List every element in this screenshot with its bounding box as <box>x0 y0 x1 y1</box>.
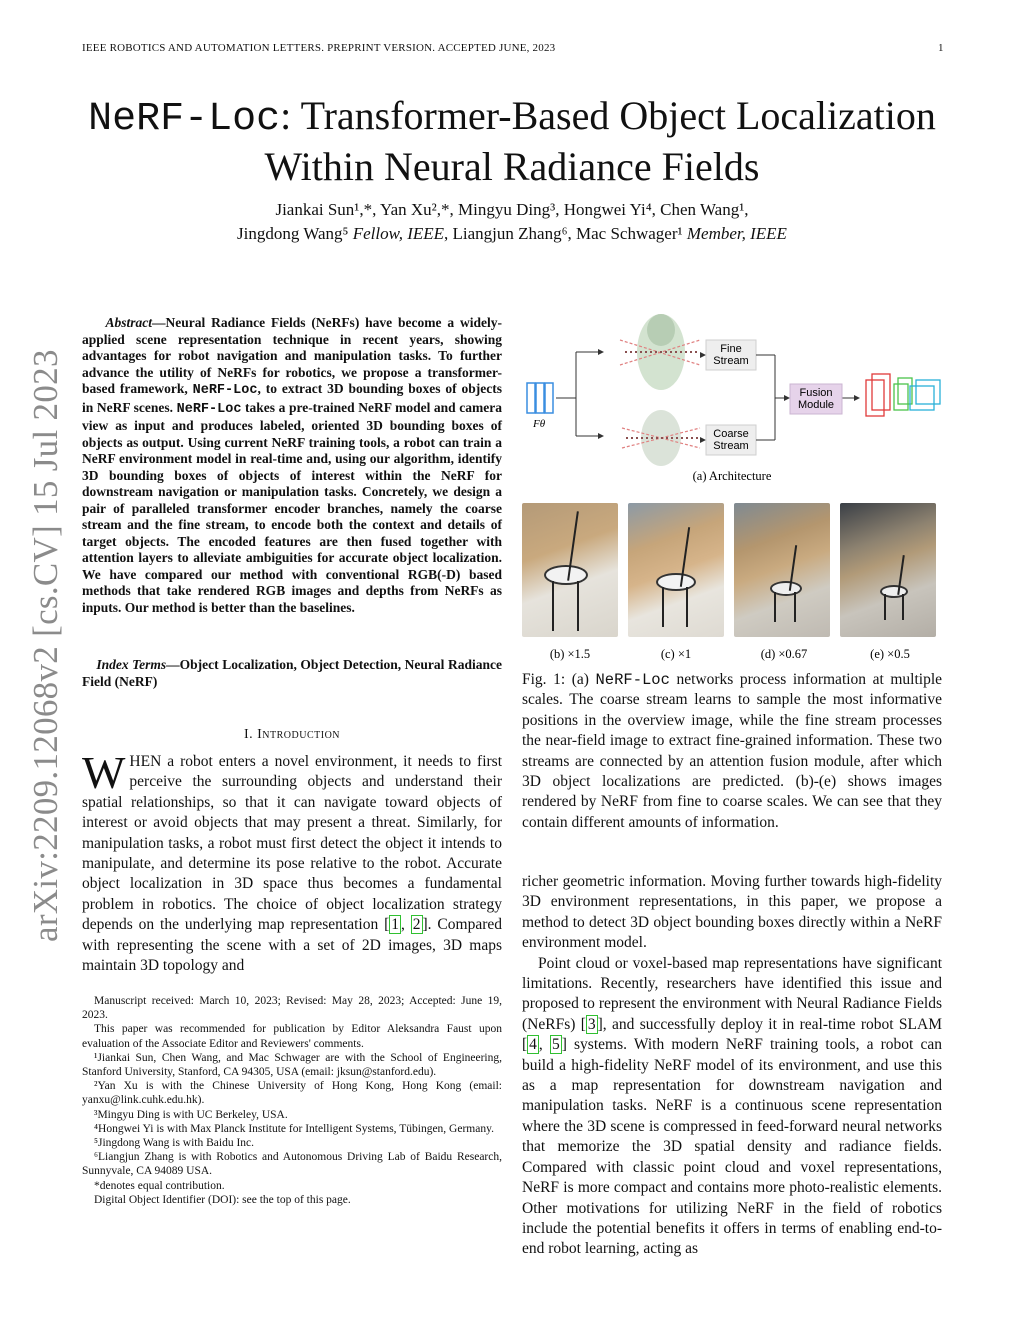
abstract-text-2: , to extract 3D bounding boxes of objects in NeRF scenes. <box>82 381 502 415</box>
intro-text-2: ]. Compared with representing the scene with a set of 2D images, 3D maps maintain 3D topology and <box>82 916 502 975</box>
citation-link[interactable]: 1 <box>391 916 400 934</box>
footnote: ³Mingyu Ding is with UC Berkeley, USA. <box>94 1108 288 1121</box>
citation-link[interactable]: 4 <box>529 1036 537 1054</box>
index-terms-label: Index Terms <box>96 657 167 672</box>
footnotes <box>82 994 502 1207</box>
render-photo-d <box>734 503 830 637</box>
footnote: ¹Jiankai Sun, Chen Wang, and Mac Schwager are with the School of Engineering, Stanford University, Stanford, CA 94305, USA (email: jksun@stanford.edu). <box>82 1051 502 1079</box>
footnote: This paper was recommended for publication by Editor Aleksandra Faust upon evaluation of the Associate Editor and Reviewers' comments. <box>82 1023 502 1050</box>
page-number: 1 <box>938 42 944 54</box>
figure-caption <box>522 670 942 833</box>
abstract-mono-1: NeRF-Loc <box>192 383 258 398</box>
abstract-text-1: —Neural Radiance Fields (NeRFs) have become a widely-applied scene representation technique in recent years, showing advantages for robot navigation and manipulation tasks. To further advance the utility of NeRFs for robotics, we propose a transformer-based framework, <box>82 315 503 396</box>
caption-post: networks process information at multiple scales. The coarse stream learns to sample the most informative positions in the overview image, while the fine stream processes the near-field image to extract fine-grained information. These two streams are connected by an attention fusion module, after which 3D object localizations are predicted. (b)-(e) shows images rendered by NeRF from fine to coarse scales. We can see that they contain different amounts of information. <box>522 671 943 831</box>
fellow-title: Fellow, IEEE <box>352 224 445 243</box>
feature-grid-icon <box>527 383 553 413</box>
citation-link[interactable]: 5 <box>551 1036 560 1054</box>
section-number: I. <box>243 727 254 742</box>
footnote: Digital Object Identifier (DOI): see the top of this page. <box>94 1193 351 1206</box>
caption-mono: NeRF-Loc <box>595 671 670 689</box>
running-header: IEEE ROBOTICS AND AUTOMATION LETTERS. PREPRINT VERSION. ACCEPTED JUNE, 2023 <box>82 42 556 54</box>
footnote: *denotes equal contribution. <box>94 1179 225 1192</box>
chair-render-fine <box>620 314 700 390</box>
subcaption-b: (b) ×1.5 <box>549 647 591 661</box>
bounding-box-icons <box>866 374 940 416</box>
intro-text-1: HEN a robot enters a novel environment, it needs to first perceive the surrounding objects and understand their spatial relationships, so that it can navigate toward objects of interest or avoid objects that may present a threat. Similarly, for manipulation tasks, a robot must first detect the object it intends to manipulate, and determine its pose relative to the robot. Accurate object localization in 3D space thus becomes a fundamental problem in robotics. The choice of object localization strategy depends on the underlying map representation [ <box>82 753 502 934</box>
render-photo-e <box>840 503 936 637</box>
paragraph-text: ], and successfully deploy it in real-time robot SLAM [ <box>522 1015 942 1054</box>
abstract-text-3: takes a pre-trained NeRF model and camera view as input and produces labeled, oriented 3D bounding boxes of objects as output. Using current NeRF training tools, a robot can train a NeRF environment model in real-time and, using our algorithm, identify 3D bounding boxes of objects of interest within the NeRF for downstream navigation or manipulation tasks. Concretely, we design a pair of paralleled transformer encoder branches, namely the coarse stream and the fine stream, to encode both the context and details of target objects. The encoded features are then fused together with attention layers to alleviate ambiguities for accurate object localization. We have compared our method with conventional RGB(-D) based methods that take rendered RGB images and depths from NeRFs as inputs. Our method is better than the baselines. <box>82 399 502 615</box>
arxiv-identifier: arXiv:2209.12068v2 [cs.CV] 15 Jul 2023 <box>26 349 65 942</box>
paragraph-text: Point cloud or voxel-based map representations have significant limitations. Recently, researchers have identified this issue and proposed to represent the environment with Neural Radiance Fields (NeRFs) [ <box>522 954 942 1033</box>
title-mono-part: NeRF-Loc <box>88 97 281 142</box>
authors-line-2b: , Liangjun Zhang⁶, Mac Schwager¹ <box>444 224 687 243</box>
abstract-mono-2: NeRF-Loc <box>176 401 242 417</box>
subcaption-c: (c) ×1 <box>660 647 692 661</box>
abstract-label: Abstract <box>105 315 152 330</box>
citation-separator: , <box>538 1036 550 1054</box>
paragraph-text: ] systems. With modern NeRF training tools, a robot can build a high-fidelity NeRF model of its environment, and use this as a map representation for downstream navigation and manipulation tasks. NeRF is a continuous scene representation where the 3D scene is compressed in feed-forward neural networks that memorize the 3D spatial density and radiance fields. Compared with classic point cloud and voxel representations, NeRF is more compact and contains more photo-realistic elements. Other motivations for utilizing NeRF in the field of robotics include the potential benefits it offers in terms of enabling end-to-end robot learning, acting as <box>522 1036 943 1258</box>
citation-separator: , <box>401 916 411 934</box>
section-title: Introduction <box>257 727 341 742</box>
render-photo-c <box>628 503 724 637</box>
drop-cap: W <box>82 747 126 798</box>
footnote: Manuscript received: March 10, 2023; Revised: May 28, 2023; Accepted: June 19, 2023. <box>82 995 502 1022</box>
member-title: Member, IEEE <box>686 224 787 243</box>
footnote: ²Yan Xu is with the Chinese University of Hong Kong, Hong Kong (email: yanxu@link.cuhk.edu.hk). <box>82 1080 502 1107</box>
subcaption-e: (e) ×0.5 <box>870 647 910 661</box>
footnote: ⁶Liangjun Zhang is with Robotics and Autonomous Driving Lab of Baidu Research, Sunnyvale, CA 94089 USA. <box>82 1151 502 1178</box>
subcaption-d: (d) ×0.67 <box>760 647 808 661</box>
index-terms-text: —Object Localization, Object Detection, Neural Radiance Field (NeRF) <box>82 657 502 689</box>
caption-pre: Fig. 1: (a) <box>522 671 596 688</box>
authors-line-1: Jiankai Sun¹,*, Yan Xu²,*, Mingyu Ding³, Hongwei Yi⁴, Chen Wang¹, <box>275 200 749 219</box>
chair-render-coarse <box>622 410 700 466</box>
f-theta-label: Fθ <box>533 418 546 430</box>
branch-arrows <box>556 352 600 436</box>
citation-link[interactable]: 2 <box>412 916 421 934</box>
footnote: ⁴Hongwei Yi is with Max Planck Institute for Intelligent Systems, Tübingen, Germany. <box>94 1122 494 1135</box>
architecture-subcaption: (a) Architecture <box>692 469 772 483</box>
fusion-module-label: Fusion Module <box>797 387 835 411</box>
section-heading <box>82 727 502 743</box>
citation-link[interactable]: 3 <box>587 1015 596 1033</box>
authors-line-2a: Jingdong Wang⁵ <box>237 224 353 243</box>
right-column-text <box>522 872 942 1260</box>
footnote: ⁵Jingdong Wang is with Baidu Inc. <box>94 1137 255 1150</box>
render-photo-b <box>522 503 618 637</box>
coarse-stream-label: Coarse Stream <box>713 428 749 452</box>
paragraph <box>522 954 942 1260</box>
introduction-text <box>82 747 502 976</box>
title-rest: : Transformer-Based Object Localization Within Neural Radiance Fields <box>264 93 936 189</box>
paragraph: richer geometric information. Moving further towards high-fidelity 3D environment representations, in this paper, we propose a method to detect 3D object bounding boxes directly within a NeRF environment model. <box>522 873 942 952</box>
fine-stream-label: Fine Stream <box>713 343 749 367</box>
